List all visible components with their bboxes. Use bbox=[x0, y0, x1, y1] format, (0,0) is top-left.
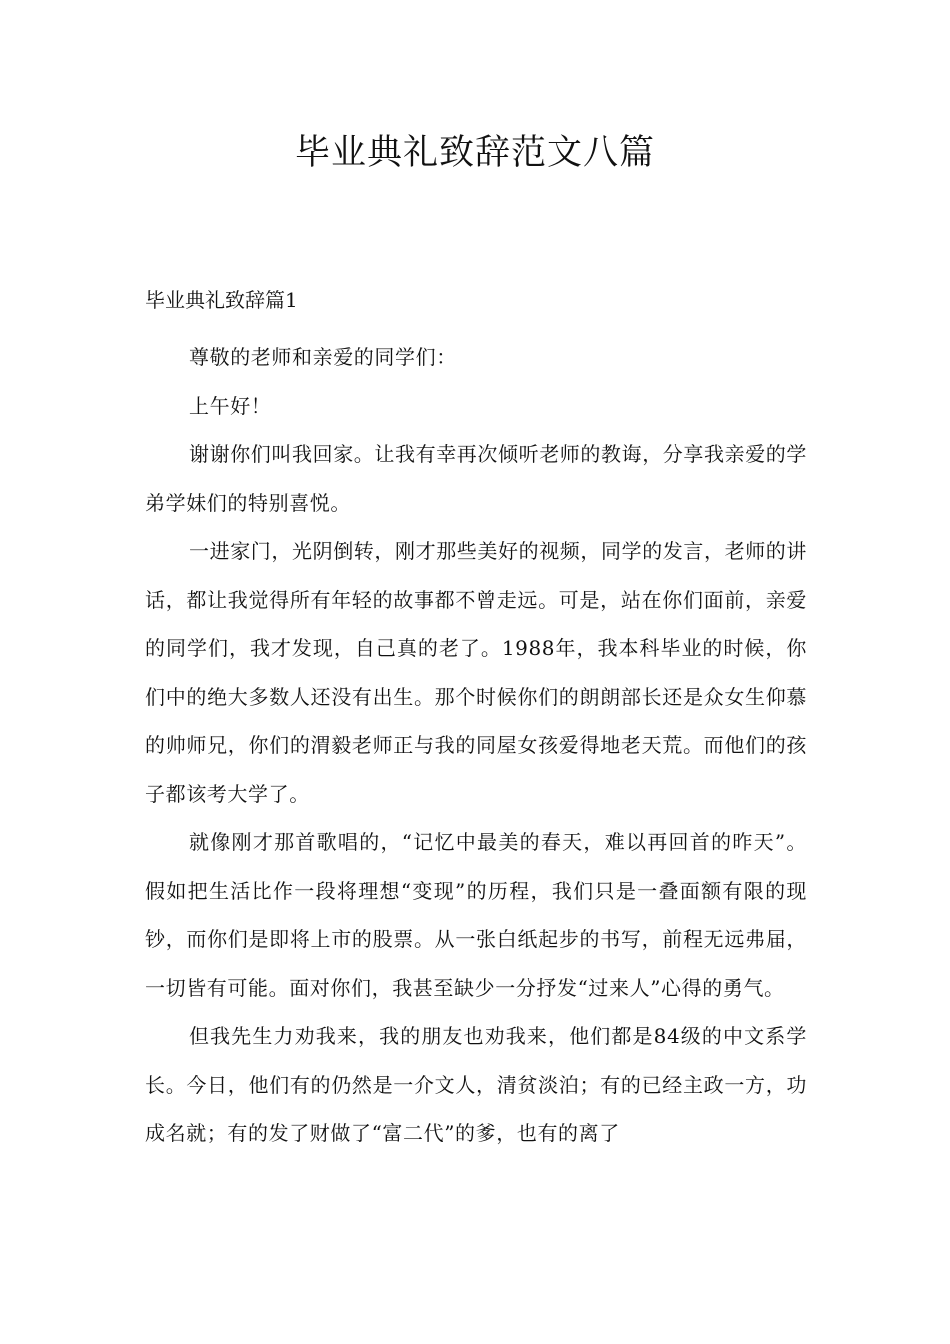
paragraph-alumni: 但我先生力劝我来，我的朋友也劝我来，他们都是84级的中文系学长。今日，他们有的仍然是一介文人，清贫淡泊；有的已经主政一方，功成名就；有的发了财做了“富二代”的爹，也有的离了 bbox=[145, 1024, 807, 1145]
section-heading: 毕业典礼致辞篇1 bbox=[145, 288, 298, 312]
paragraph-song: 就像刚才那首歌唱的，“记忆中最美的春天，难以再回首的昨天”。假如把生活比作一段将理想“变现”的历程，我们只是一叠面额有限的现钞，而你们是即将上市的股票。从一张白纸起步的书写，前程无远弗届，一切皆有可能。面对你们，我甚至缺少一分抒发“过来人”心得的勇气。 bbox=[145, 830, 807, 1000]
document-title: 毕业典礼致辞范文八篇 bbox=[294, 133, 655, 173]
document-body bbox=[145, 285, 807, 1158]
paragraph-salutation: 尊敬的老师和亲爱的同学们： bbox=[189, 345, 457, 369]
paragraph-greeting: 上午好！ bbox=[189, 393, 272, 418]
paragraph-memories: 一进家门，光阴倒转，刚才那些美好的视频，同学的发言，老师的讲话，都让我觉得所有年轻的故事都不曾走远。可是，站在你们面前，亲爱的同学们，我才发现，自己真的老了。1988年，我本科毕业的时候，你们中的绝大多数人还没有出生。那个时候你们的朗朗部长还是众女生仰慕的帅师兄，你们的渭毅老师正与我的同屋女孩爱得地老天荒。而他们的孩子都该考大学了。 bbox=[145, 539, 807, 806]
paragraph-thanks: 谢谢你们叫我回家。让我有幸再次倾听老师的教诲，分享我亲爱的学弟学妹们的特别喜悦。 bbox=[145, 442, 807, 515]
